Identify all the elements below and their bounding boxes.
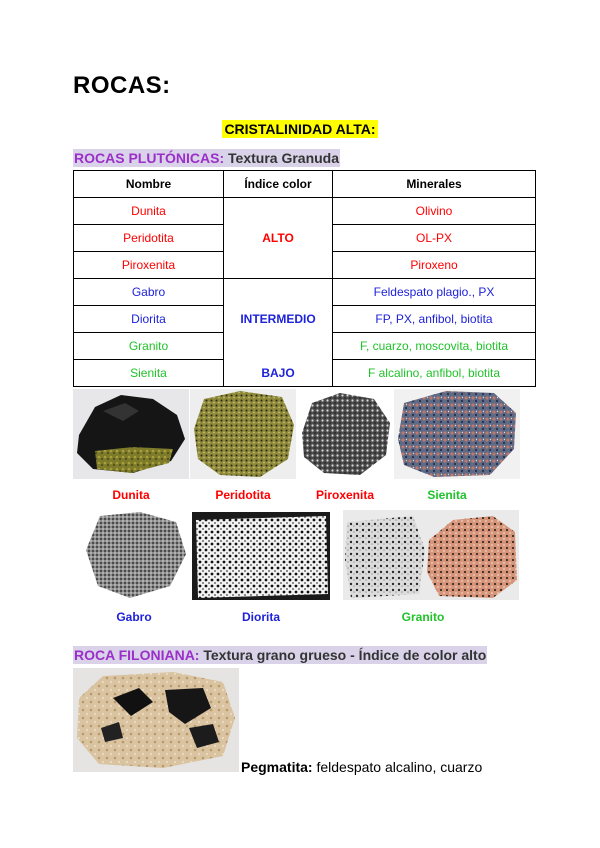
table-row <box>74 360 536 387</box>
granito-photo <box>343 510 519 600</box>
rock-minerals: F, cuarzo, moscovita, biotita <box>333 333 536 360</box>
filonian-heading <box>73 647 487 663</box>
piroxenita-photo <box>296 389 394 479</box>
dunita-photo <box>73 389 189 479</box>
caption-gabro: Gabro <box>116 610 152 624</box>
rock-name: Piroxenita <box>74 252 224 279</box>
plutonic-heading <box>73 150 340 166</box>
rock-minerals: Piroxeno <box>333 252 536 279</box>
color-index-cell <box>224 198 333 225</box>
plutonic-rocks-table <box>73 170 536 387</box>
table-header-row <box>74 171 536 198</box>
crystallinity-banner-text: CRISTALINIDAD ALTA: <box>224 121 376 137</box>
page-title: ROCAS: <box>73 72 171 99</box>
table-row <box>74 252 536 279</box>
table-row <box>74 333 536 360</box>
rock-minerals: FP, PX, anfibol, biotita <box>333 306 536 333</box>
caption-granito: Granito <box>401 610 445 624</box>
color-index-cell <box>224 279 333 306</box>
color-index-cell <box>224 252 333 279</box>
header-minerales: Minerales <box>333 171 536 198</box>
rock-name: Diorita <box>74 306 224 333</box>
crystallinity-banner <box>0 121 600 137</box>
rock-minerals: F alcalino, anfibol, biotita <box>333 360 536 387</box>
table-row <box>74 279 536 306</box>
pegmatita-minerals: feldespato alcalino, cuarzo <box>312 759 483 775</box>
table-row <box>74 198 536 225</box>
rock-name: Dunita <box>74 198 224 225</box>
table-row <box>74 225 536 252</box>
plutonic-heading-kind: ROCAS PLUTÓNICAS: <box>74 150 225 166</box>
color-index-alto: ALTO <box>224 225 333 252</box>
diorita-photo <box>192 512 330 600</box>
caption-piroxenita: Piroxenita <box>315 488 375 502</box>
rock-minerals: OL-PX <box>333 225 536 252</box>
caption-sienita: Sienita <box>427 488 467 502</box>
color-index-bajo: BAJO <box>224 360 333 387</box>
rock-name: Sienita <box>74 360 224 387</box>
gabro-photo <box>80 510 188 600</box>
filonian-heading-texture: Textura grano grueso - Índice de color alto <box>203 647 487 663</box>
color-index-intermedio: INTERMEDIO <box>224 306 333 333</box>
rock-minerals: Feldespato plagio., PX <box>333 279 536 306</box>
peridotita-photo <box>190 389 296 479</box>
caption-dunita: Dunita <box>112 488 150 502</box>
pegmatita-description <box>241 759 482 775</box>
header-indice-color: Índice color <box>224 171 333 198</box>
pegmatita-photo <box>73 668 239 772</box>
filonian-heading-kind: ROCA FILONIANA: <box>74 647 200 663</box>
rock-minerals: Olivino <box>333 198 536 225</box>
rock-name: Granito <box>74 333 224 360</box>
sienita-photo <box>394 389 520 479</box>
header-nombre: Nombre <box>74 171 224 198</box>
caption-peridotita: Peridotita <box>215 488 271 502</box>
color-index-cell <box>224 333 333 360</box>
caption-diorita: Diorita <box>241 610 280 624</box>
rock-name: Peridotita <box>74 225 224 252</box>
table-row <box>74 306 536 333</box>
pegmatita-label: Pegmatita: <box>241 759 313 775</box>
rock-name: Gabro <box>74 279 224 306</box>
plutonic-heading-texture: Textura Granuda <box>228 150 340 166</box>
